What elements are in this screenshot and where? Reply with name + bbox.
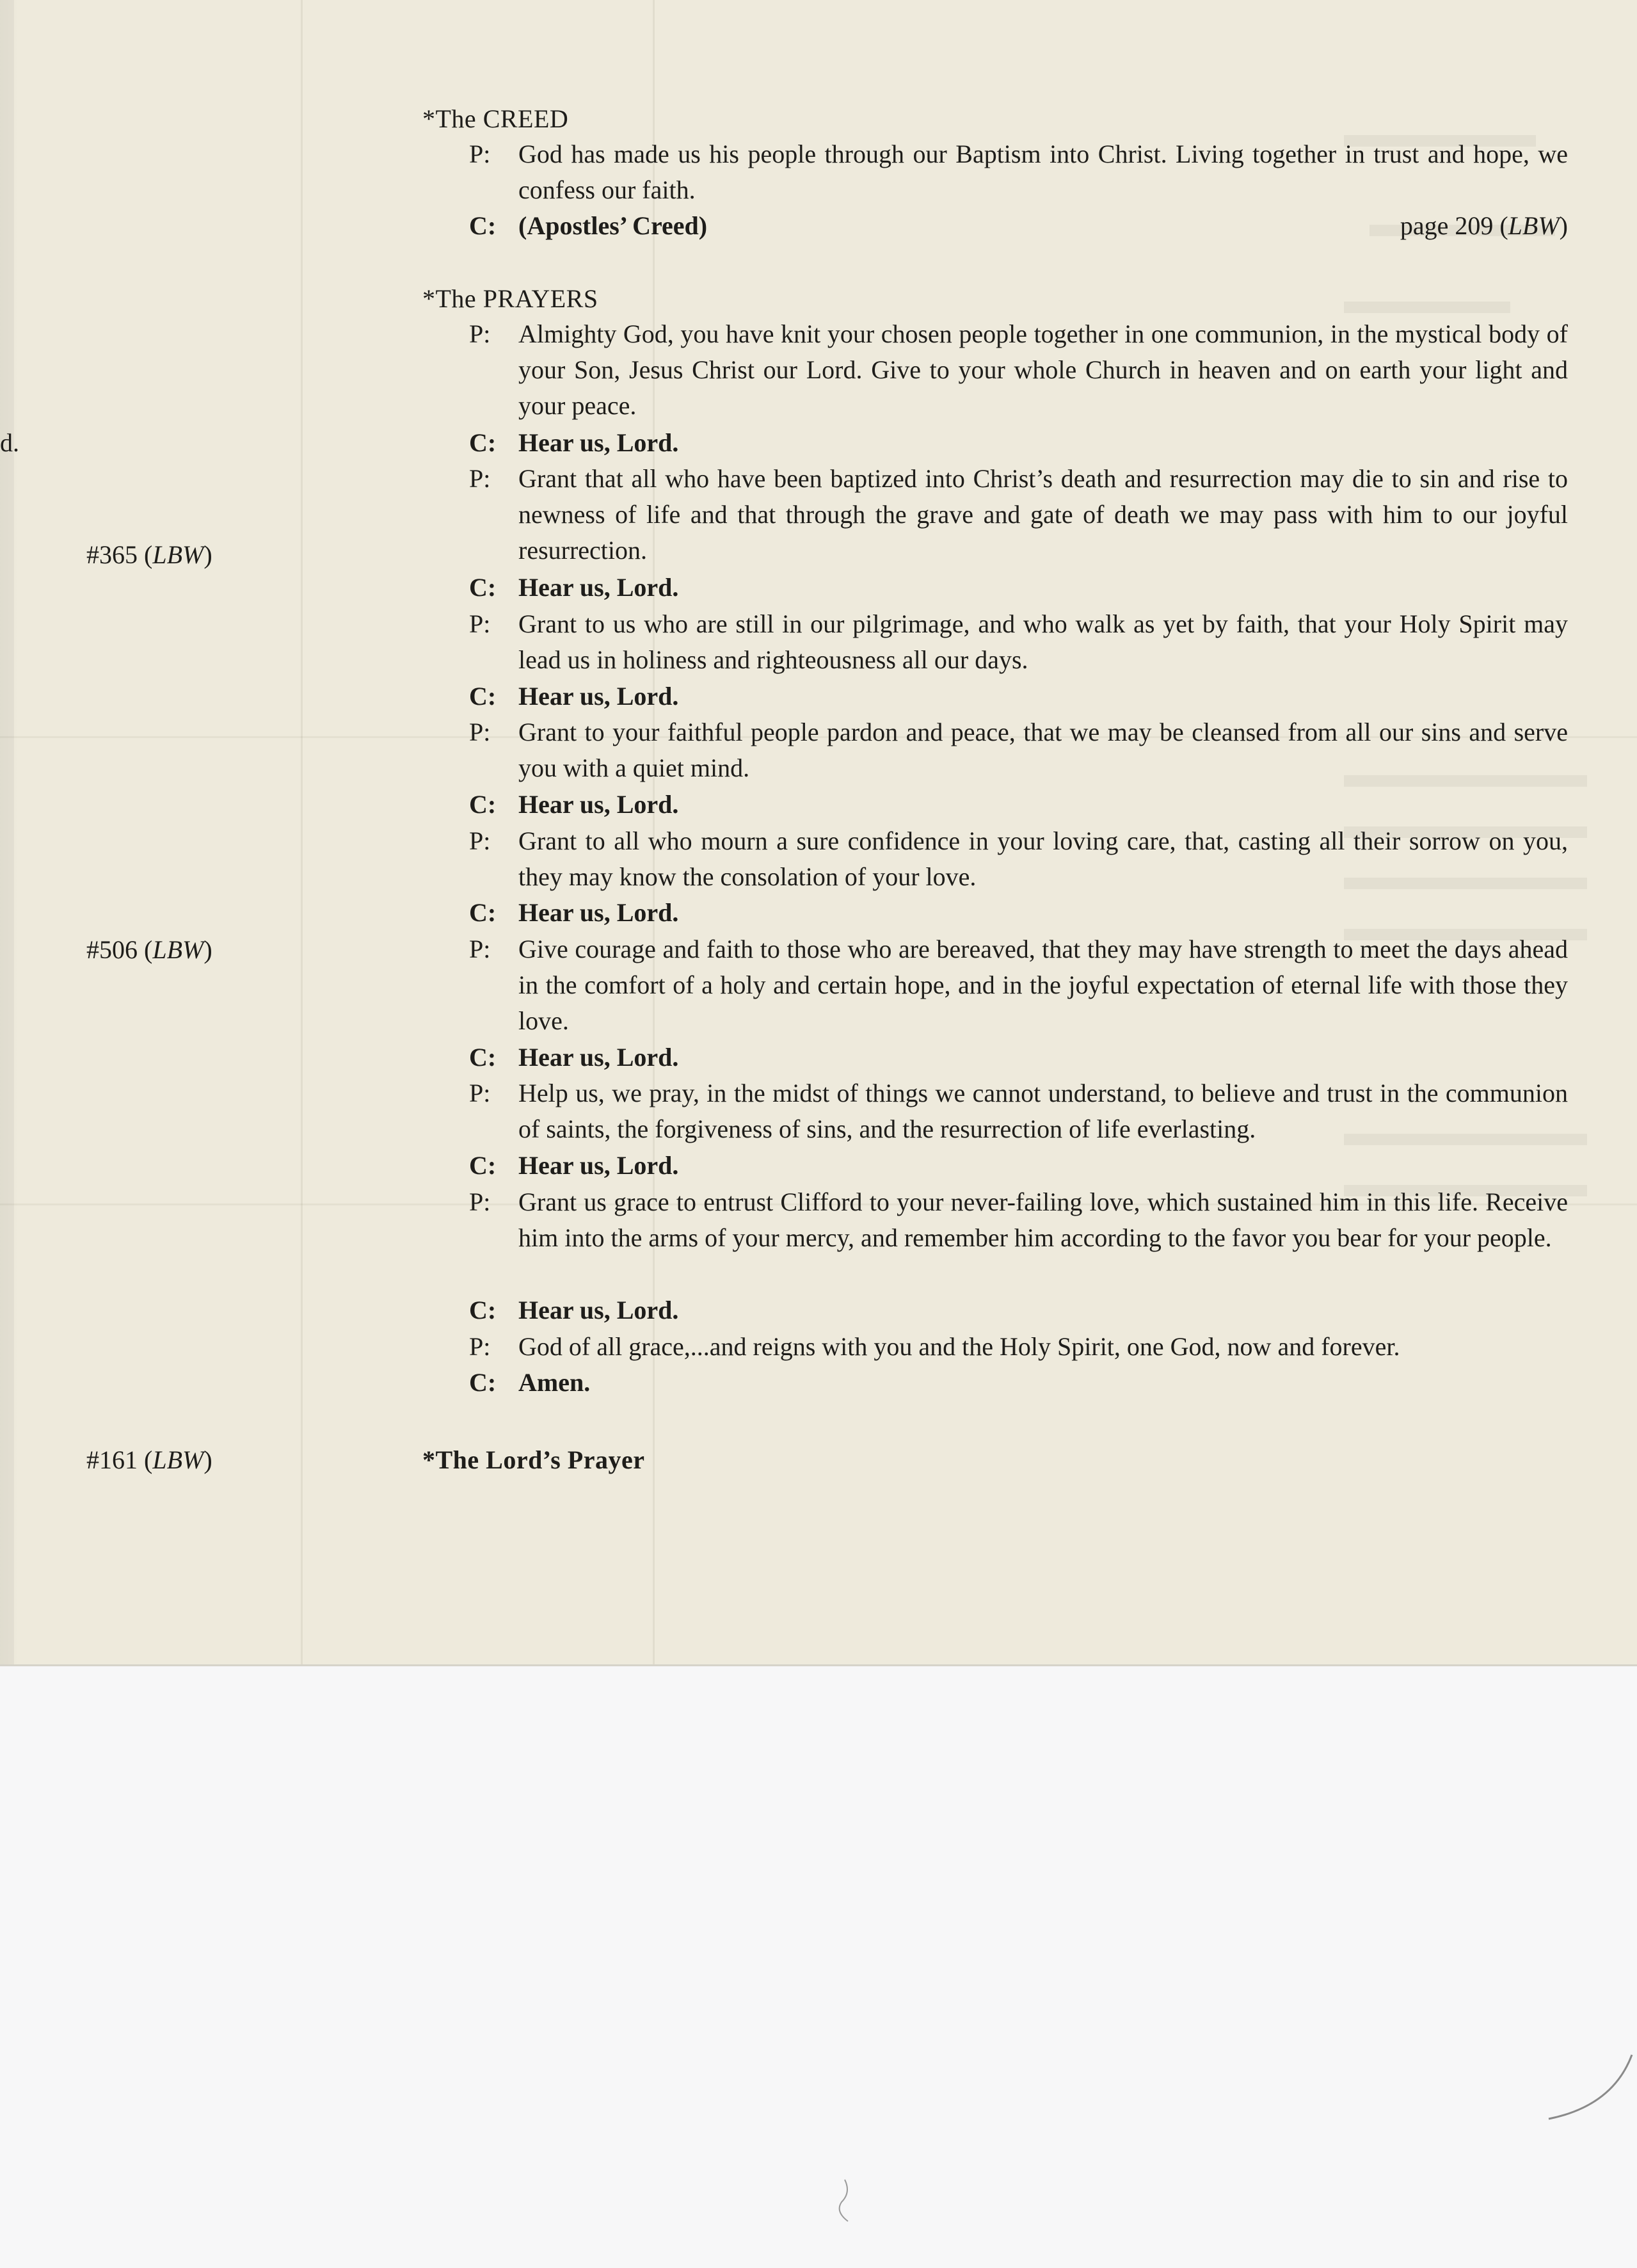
creed-heading: *The CREED: [422, 104, 569, 133]
congregation-label: C:: [469, 1296, 497, 1324]
petition: Grant to us who are still in our pilgrimage, and who walk as yet by faith, that your Holy Spirit may lead us in holiness and righteousness all our days.: [518, 609, 1568, 674]
hymn-number: #506 (: [86, 935, 153, 964]
hymn-close: ): [204, 540, 212, 569]
response: Hear us, Lord.: [518, 1151, 679, 1180]
paper-edge-shadow: [0, 0, 14, 1664]
hymn-reference: [86, 540, 212, 570]
scan-artifact-squiggle: [832, 2176, 858, 2228]
lords-prayer-heading: *The Lord’s Prayer: [422, 1445, 645, 1474]
pastor-label: P:: [469, 935, 491, 963]
closing-prayer: God of all grace,...and reigns with you and the Holy Spirit, one God, now and forever.: [518, 1332, 1400, 1361]
pastor-label: P:: [469, 609, 491, 638]
pastor-label: P:: [469, 140, 491, 168]
petition: Grant us grace to entrust Clifford to your never-failing love, which sustained him in this life. Receive him into the arms of your mercy, and remember him according to the favor you bear for your people.: [518, 1187, 1568, 1252]
pastor-label: P:: [469, 826, 491, 855]
congregation-label: C:: [469, 790, 497, 819]
hymn-reference: [86, 935, 212, 965]
paper-bottom-edge: [0, 1664, 1637, 1666]
congregation-label: C:: [469, 898, 497, 927]
pastor-label: P:: [469, 319, 491, 348]
response: Hear us, Lord.: [518, 898, 679, 927]
pastor-label: P:: [469, 464, 491, 493]
hymn-number: #161 (: [86, 1445, 153, 1474]
fold-line: [301, 0, 303, 1664]
page-ref-book: LBW: [1508, 211, 1560, 240]
prayers-heading: *The PRAYERS: [422, 284, 598, 313]
page-ref-text: page 209 (: [1400, 211, 1508, 240]
creed-response: (Apostles’ Creed): [518, 211, 708, 240]
congregation-label: C:: [469, 1151, 497, 1180]
hymn-close: ): [204, 1445, 212, 1474]
petition: Give courage and faith to those who are bereaved, that they may have strength to meet the days ahead in the comfort of a holy and certain hope, and in the joyful expectation of eternal life with those they love.: [518, 935, 1568, 1035]
pastor-label: P:: [469, 718, 491, 746]
response: Hear us, Lord.: [518, 428, 679, 457]
hymn-close: ): [204, 935, 212, 964]
petition: Grant to all who mourn a sure confidence in your loving care, that, casting all their sorrow on you, they may know the consolation of your love.: [518, 826, 1568, 891]
petition: Help us, we pray, in the midst of things we cannot understand, to believe and trust in the communion of saints, the forgiveness of sins, and the resurrection of life everlasting.: [518, 1079, 1568, 1143]
petition: Grant to your faithful people pardon and peace, that we may be cleansed from all our sins and serve you with a quiet mind.: [518, 718, 1568, 782]
petition: Almighty God, you have knit your chosen people together in one communion, in the mystical body of your Son, Jesus Christ our Lord. Give to your whole Church in heaven and on earth your light and your peace.: [518, 319, 1568, 420]
creed-invitation: God has made us his people through our Baptism into Christ. Living together in trust and hope, we confess our faith.: [518, 140, 1568, 204]
congregation-label: C:: [469, 1368, 497, 1397]
scan-artifact-curve: [1536, 2048, 1637, 2138]
congregation-label: C:: [469, 428, 497, 457]
hymn-number: #365 (: [86, 540, 153, 569]
hymn-book: LBW: [152, 1445, 204, 1474]
hymn-reference: [86, 1445, 212, 1475]
amen-response: Amen.: [518, 1368, 591, 1397]
page-ref-close: ): [1559, 211, 1568, 240]
response: Hear us, Lord.: [518, 790, 679, 819]
pastor-label: P:: [469, 1187, 491, 1216]
congregation-label: C:: [469, 211, 497, 240]
hymn-book: LBW: [152, 935, 204, 964]
response: Hear us, Lord.: [518, 1296, 679, 1324]
creed-page-reference: [1400, 208, 1568, 244]
congregation-label: C:: [469, 573, 497, 602]
petition: Grant that all who have been baptized into Christ’s death and resurrection may die to sin and rise to newness of life and that through the grave and gate of death we may pass with him to our joyful resurrection.: [518, 464, 1568, 565]
pastor-label: P:: [469, 1332, 491, 1361]
congregation-label: C:: [469, 682, 497, 711]
pastor-label: P:: [469, 1079, 491, 1107]
cut-off-text: d.: [0, 428, 19, 457]
response: Hear us, Lord.: [518, 573, 679, 602]
congregation-label: C:: [469, 1043, 497, 1072]
response: Hear us, Lord.: [518, 682, 679, 711]
response: Hear us, Lord.: [518, 1043, 679, 1072]
hymn-book: LBW: [152, 540, 204, 569]
